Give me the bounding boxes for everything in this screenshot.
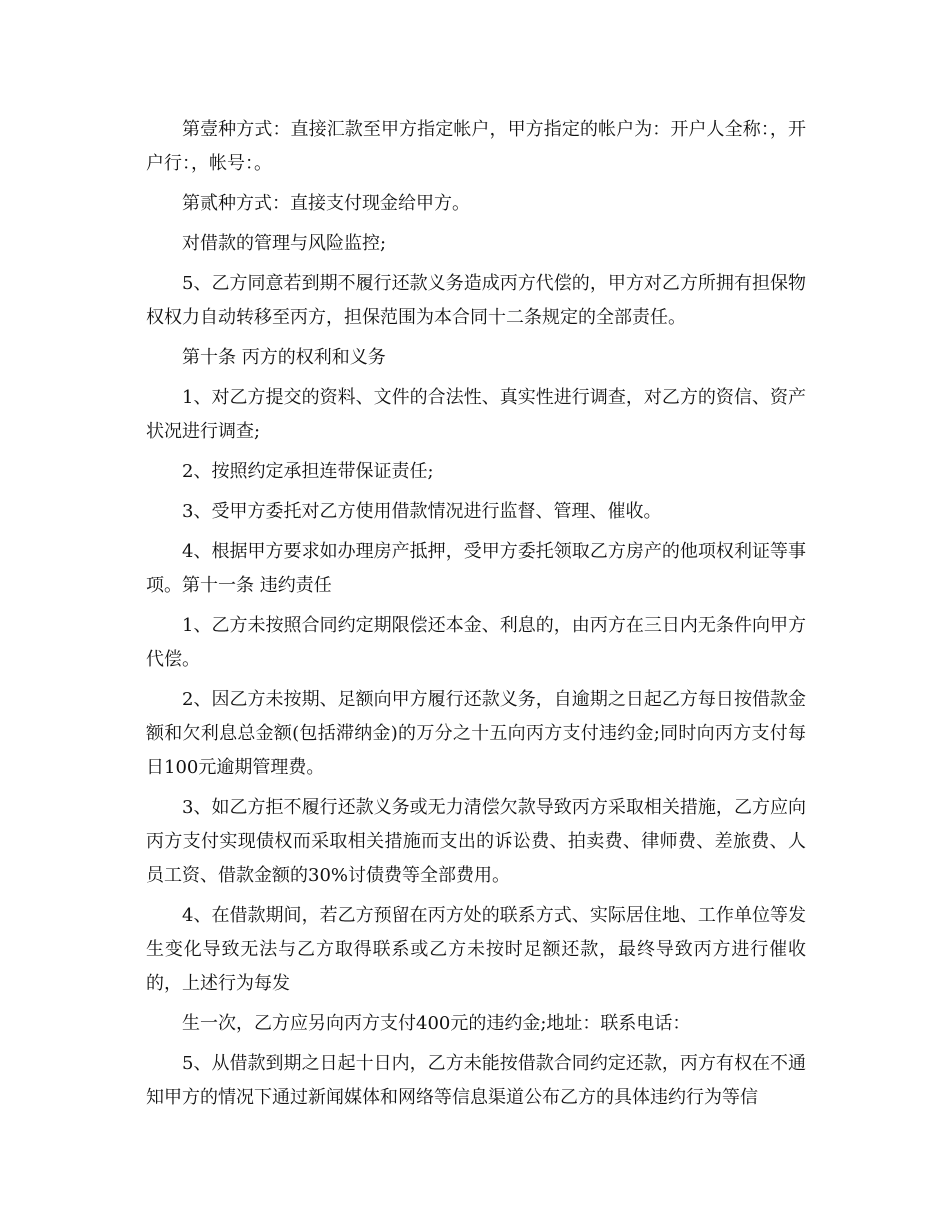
paragraph-article-10-item-3: 3、受甲方委托对乙方使用借款情况进行监督、管理、催收。 [182,501,662,522]
paragraph-payment-method-2: 第贰种方式：直接支付现金给甲方。 [182,193,470,214]
paragraph-article-10-item-1: 1、对乙方提交的资料、文件的合法性、真实性进行调查，对乙方的资信、资产状况进行调查; [146,387,806,442]
paragraph-loan-management: 对借款的管理与风险监控; [182,233,387,254]
paragraph-article-10-item-4: 4、根据甲方要求如办理房产抵押，受甲方委托领取乙方房产的他项权利证等事项。第十一条 违约责任 [146,541,806,596]
paragraph-article-11-item-4: 4、在借款期间，若乙方预留在丙方处的联系方式、实际居住地、工作单位等发生变化导致无法与乙方取得联系或乙方未按时足额还款，最终导致丙方进行催收的，上述行为每发 [146,905,806,994]
paragraph-article-11-item-4-continued: 生一次，乙方应另向丙方支付400元的违约金;地址：联系电话： [182,1013,691,1034]
section-heading-article-10: 第十条 丙方的权利和义务 [182,347,386,368]
paragraph-article-11-item-3: 3、如乙方拒不履行还款义务或无力清偿欠款导致丙方采取相关措施，乙方应向丙方支付实现债权而采取相关措施而支出的诉讼费、拍卖费、律师费、差旅费、人员工资、借款金额的30%讨债费等全部费用。 [146,797,806,886]
document-body [146,113,806,1115]
paragraph-article-11-item-2: 2、因乙方未按期、足额向甲方履行还款义务，自逾期之日起乙方每日按借款金额和欠利息总金额(包括滞纳金)的万分之十五向丙方支付违约金;同时向丙方支付每日100元逾期管理费。 [146,689,806,778]
paragraph-article-10-item-2: 2、按照约定承担连带保证责任; [182,461,434,482]
paragraph-clause-5-guarantee: 5、乙方同意若到期不履行还款义务造成丙方代偿的，甲方对乙方所拥有担保物权权力自动转移至丙方，担保范围为本合同十二条规定的全部责任。 [146,273,806,328]
paragraph-payment-method-1: 第壹种方式：直接汇款至甲方指定帐户，甲方指定的帐户为：开户人全称：，开户行：，帐号：。 [146,119,806,174]
paragraph-article-11-item-5: 5、从借款到期之日起十日内，乙方未能按借款合同约定还款，丙方有权在不通知甲方的情况下通过新闻媒体和网络等信息渠道公布乙方的具体违约行为等信 [146,1053,806,1108]
paragraph-article-11-item-1: 1、乙方未按照合同约定期限偿还本金、利息的，由丙方在三日内无条件向甲方代偿。 [146,615,806,670]
